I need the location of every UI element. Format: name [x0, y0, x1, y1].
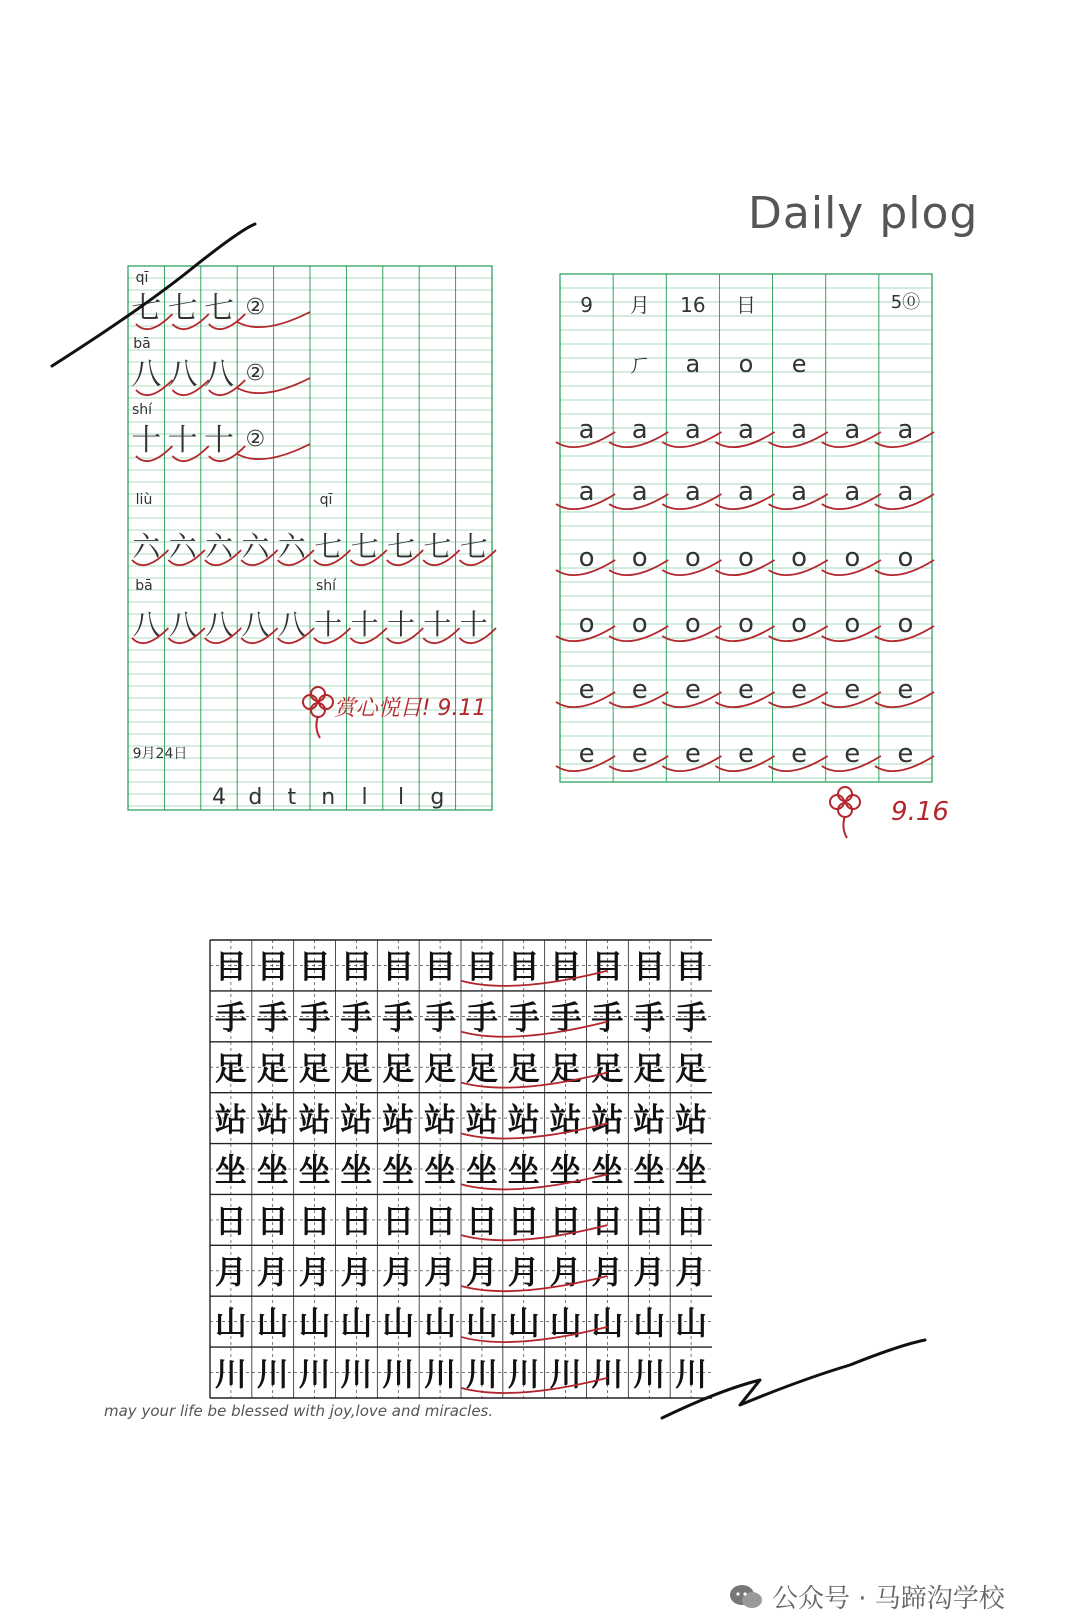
- letter-char: e: [684, 675, 701, 705]
- watermark-text: 公众号 · 马蹄沟学校: [772, 1584, 1005, 1614]
- hanzi-char: 七: [386, 530, 416, 563]
- hanzi-char: 目: [340, 947, 373, 986]
- letter-char: o: [738, 609, 754, 639]
- hanzi-char: 川: [382, 1354, 415, 1393]
- hanzi-char: 足: [424, 1049, 457, 1088]
- letter-char: o: [631, 609, 648, 639]
- hanzi-char: 十: [350, 608, 379, 641]
- hanzi-char: 山: [507, 1303, 540, 1342]
- hanzi-char: 月: [591, 1252, 624, 1291]
- hanzi-char: 山: [340, 1303, 373, 1342]
- letter-char: e: [844, 739, 861, 769]
- hanzi-char: 站: [633, 1100, 666, 1139]
- hanzi-char: 川: [424, 1354, 457, 1393]
- hanzi-char: 十: [167, 423, 198, 458]
- hanzi-char: 山: [633, 1303, 666, 1342]
- letter-char: e: [791, 739, 808, 769]
- hanzi-char: 七: [459, 530, 488, 563]
- hanzi-char: 七: [131, 291, 162, 326]
- hanzi-char: 六: [132, 530, 161, 563]
- hanzi-char: 六: [204, 530, 234, 563]
- letter-char: a: [791, 415, 808, 445]
- hanzi-char: 月: [214, 1252, 247, 1291]
- letter-char: d: [248, 785, 263, 810]
- letter-char: a: [897, 415, 914, 445]
- hanzi-char: 川: [507, 1354, 540, 1393]
- letter-char: e: [844, 675, 861, 705]
- hanzi-char: 川: [591, 1354, 624, 1393]
- letter-char: e: [791, 675, 808, 705]
- pinyin-label: qī: [319, 492, 333, 508]
- hanzi-char: 手: [507, 998, 540, 1037]
- hanzi-char: 手: [424, 998, 457, 1037]
- hanzi-char: 十: [204, 423, 234, 458]
- hanzi-char: 坐: [507, 1151, 540, 1190]
- hanzi-char: 手: [633, 998, 666, 1037]
- hanzi-char: 足: [675, 1049, 708, 1088]
- hanzi-char: 六: [277, 530, 306, 563]
- hanzi-char: 日: [256, 1202, 289, 1241]
- pinyin-label: bā: [135, 578, 153, 594]
- hanzi-char: 山: [256, 1303, 289, 1342]
- hanzi-char: 山: [424, 1303, 457, 1342]
- hanzi-char: 川: [633, 1354, 666, 1393]
- hanzi-char: 足: [214, 1049, 247, 1088]
- hanzi-char: 八: [131, 357, 162, 392]
- hanzi-char: 十: [386, 608, 416, 641]
- letter-char: a: [844, 415, 861, 445]
- letter-char: e: [684, 739, 701, 769]
- hanzi-char: 足: [256, 1049, 289, 1088]
- hanzi-char: 日: [424, 1202, 457, 1241]
- hanzi-char: 日: [591, 1202, 624, 1241]
- hanzi-char: 八: [204, 608, 234, 641]
- hanzi-char: 七: [314, 530, 343, 563]
- letter-char: a: [897, 477, 914, 507]
- letter-char: o: [684, 543, 701, 573]
- hanzi-char: 日: [340, 1202, 373, 1241]
- letter-char: o: [844, 609, 861, 639]
- hanzi-char: 足: [340, 1049, 373, 1088]
- hanzi-char: 站: [340, 1100, 373, 1139]
- hanzi-char: 月: [507, 1252, 540, 1291]
- hanzi-char: 手: [298, 998, 331, 1037]
- pinyin-label: shí: [131, 402, 153, 418]
- pinyin-label: shí: [315, 578, 337, 594]
- hanzi-char: 十: [131, 423, 162, 458]
- hanzi-char: 八: [168, 608, 197, 641]
- hanzi-char: 站: [424, 1100, 457, 1139]
- hanzi-char: 日: [465, 1202, 498, 1241]
- hanzi-char: 日: [298, 1202, 331, 1241]
- hanzi-char: 山: [465, 1303, 498, 1342]
- hanzi-char: 川: [298, 1354, 331, 1393]
- letter-char: g: [430, 785, 445, 810]
- hanzi-char: 八: [132, 608, 161, 641]
- hanzi-char: 坐: [633, 1151, 666, 1190]
- letter-char: e: [631, 739, 648, 769]
- hanzi-char: 山: [549, 1303, 582, 1342]
- hanzi-char: 月: [549, 1252, 582, 1291]
- letter-char: n: [321, 785, 336, 810]
- hanzi-char: 目: [675, 947, 708, 986]
- hanzi-char: 足: [465, 1049, 498, 1088]
- hanzi-char: 川: [465, 1354, 498, 1393]
- intro-char: ㄏ: [627, 350, 652, 378]
- letter-char: a: [791, 477, 808, 507]
- letter-char: o: [897, 543, 914, 573]
- hanzi-char: 坐: [675, 1151, 708, 1190]
- hanzi-char: 川: [256, 1354, 289, 1393]
- letter-char: l: [397, 785, 405, 810]
- hanzi-char: 山: [382, 1303, 415, 1342]
- hanzi-char: 手: [256, 998, 289, 1037]
- letter-char: o: [684, 609, 701, 639]
- hanzi-char: 六: [241, 530, 270, 563]
- intro-char: e: [791, 350, 807, 378]
- letter-char: o: [578, 543, 595, 573]
- count-mark: ②: [245, 361, 266, 386]
- hanzi-char: 站: [507, 1100, 540, 1139]
- hanzi-char: 山: [298, 1303, 331, 1342]
- hanzi-char: 站: [591, 1100, 624, 1139]
- hanzi-char: 足: [549, 1049, 582, 1088]
- letter-char: e: [631, 675, 648, 705]
- letter-char: a: [578, 477, 595, 507]
- hanzi-char: 站: [549, 1100, 582, 1139]
- hanzi-char: 手: [549, 998, 582, 1037]
- hanzi-char: 十: [423, 608, 452, 641]
- date-mark: 9.16: [891, 797, 949, 827]
- hanzi-char: 足: [633, 1049, 666, 1088]
- hanzi-char: 七: [350, 530, 379, 563]
- letter-char: a: [738, 477, 754, 507]
- hanzi-char: 手: [591, 998, 624, 1037]
- hanzi-char: 目: [507, 947, 540, 986]
- hanzi-char: 坐: [382, 1151, 415, 1190]
- hanzi-char: 坐: [298, 1151, 331, 1190]
- hanzi-char: 月: [675, 1252, 708, 1291]
- hanzi-char: 山: [591, 1303, 624, 1342]
- hanzi-char: 手: [465, 998, 498, 1037]
- hanzi-char: 八: [167, 357, 198, 392]
- hanzi-char: 月: [424, 1252, 457, 1291]
- hanzi-char: 月: [298, 1252, 331, 1291]
- hanzi-char: 月: [382, 1252, 415, 1291]
- hanzi-char: 日: [507, 1202, 540, 1241]
- hanzi-char: 站: [382, 1100, 415, 1139]
- header-char: 16: [680, 293, 706, 317]
- letter-char: o: [738, 543, 754, 573]
- hanzi-char: 坐: [256, 1151, 289, 1190]
- letter-char: t: [287, 785, 297, 810]
- hanzi-char: 目: [256, 947, 289, 986]
- hanzi-char: 目: [633, 947, 666, 986]
- pinyin-label: bā: [133, 336, 151, 352]
- letter-char: e: [738, 739, 754, 769]
- hanzi-char: 手: [214, 998, 247, 1037]
- hanzi-char: 山: [675, 1303, 708, 1342]
- hanzi-char: 坐: [465, 1151, 498, 1190]
- letter-char: a: [578, 415, 595, 445]
- wechat-bubble-icon: [728, 1583, 764, 1611]
- hanzi-char: 八: [241, 608, 270, 641]
- hanzi-char: 月: [256, 1252, 289, 1291]
- hanzi-char: 月: [633, 1252, 666, 1291]
- letter-char: o: [578, 609, 595, 639]
- hanzi-char: 川: [340, 1354, 373, 1393]
- hanzi-char: 站: [298, 1100, 331, 1139]
- hanzi-char: 坐: [591, 1151, 624, 1190]
- hanzi-char: 目: [549, 947, 582, 986]
- letter-char: e: [738, 675, 754, 705]
- count-mark: ②: [245, 427, 266, 452]
- hanzi-char: 日: [214, 1202, 247, 1241]
- hanzi-char: 八: [204, 357, 234, 392]
- hanzi-char: 目: [382, 947, 415, 986]
- hanzi-char: 站: [675, 1100, 708, 1139]
- caption: may your life be blessed with joy,love and miracles.: [104, 1402, 494, 1420]
- hanzi-char: 目: [214, 947, 247, 986]
- hanzi-char: 坐: [424, 1151, 457, 1190]
- letter-char: o: [844, 543, 861, 573]
- header-char: 日: [736, 293, 756, 317]
- hanzi-char: 川: [549, 1354, 582, 1393]
- hanzi-char: 十: [314, 608, 343, 641]
- hanzi-char: 足: [591, 1049, 624, 1088]
- letter-char: e: [897, 675, 914, 705]
- hanzi-char: 站: [465, 1100, 498, 1139]
- score-mark: 5⓪: [890, 292, 921, 313]
- hanzi-char: 目: [465, 947, 498, 986]
- header-char: 9: [580, 293, 593, 317]
- hanzi-char: 坐: [549, 1151, 582, 1190]
- letter-char: a: [684, 477, 701, 507]
- letter-char: e: [897, 739, 914, 769]
- hanzi-char: 日: [382, 1202, 415, 1241]
- hanzi-char: 川: [214, 1354, 247, 1393]
- hanzi-char: 日: [675, 1202, 708, 1241]
- hanzi-char: 足: [382, 1049, 415, 1088]
- letter-char: a: [738, 415, 754, 445]
- letter-char: o: [791, 543, 808, 573]
- date-label: 9月24日: [132, 746, 188, 762]
- letter-char: a: [684, 415, 701, 445]
- hanzi-char: 日: [633, 1202, 666, 1241]
- hanzi-char: 坐: [214, 1151, 247, 1190]
- letter-char: o: [791, 609, 808, 639]
- letter-char: a: [631, 477, 648, 507]
- hanzi-char: 坐: [340, 1151, 373, 1190]
- letter-char: a: [631, 415, 648, 445]
- hanzi-char: 山: [214, 1303, 247, 1342]
- hanzi-char: 足: [507, 1049, 540, 1088]
- hanzi-char: 七: [423, 530, 452, 563]
- hanzi-char: 七: [204, 291, 234, 326]
- hanzi-char: 十: [459, 608, 488, 641]
- hanzi-char: 川: [675, 1354, 708, 1393]
- intro-char: a: [685, 350, 701, 378]
- hanzi-char: 月: [465, 1252, 498, 1291]
- letter-char: o: [897, 609, 914, 639]
- intro-char: o: [738, 350, 754, 378]
- pinyin-label: liù: [135, 492, 153, 508]
- header-char: 月: [629, 293, 650, 317]
- letter-char: a: [844, 477, 861, 507]
- hanzi-char: 站: [256, 1100, 289, 1139]
- letter-char: l: [361, 785, 368, 810]
- letter-char: e: [578, 675, 595, 705]
- letter-char: 4: [212, 785, 226, 810]
- hanzi-char: 七: [167, 291, 198, 326]
- hanzi-char: 手: [382, 998, 415, 1037]
- hanzi-char: 月: [340, 1252, 373, 1291]
- teacher-comment: 赏心悦目! 9.11: [333, 696, 487, 721]
- watermark: [728, 1578, 1005, 1615]
- page-title: Daily plog: [748, 188, 979, 239]
- hanzi-char: 目: [424, 947, 457, 986]
- hanzi-char: 八: [277, 608, 306, 641]
- hanzi-char: 足: [298, 1049, 331, 1088]
- hanzi-char: 目: [298, 947, 331, 986]
- hanzi-char: 日: [549, 1202, 582, 1241]
- letter-char: o: [631, 543, 648, 573]
- pinyin-label: qī: [135, 270, 149, 286]
- hanzi-char: 目: [591, 947, 624, 986]
- hanzi-char: 手: [675, 998, 708, 1037]
- letter-char: e: [578, 739, 595, 769]
- hanzi-char: 手: [340, 998, 373, 1037]
- hanzi-char: 站: [214, 1100, 247, 1139]
- count-mark: ②: [245, 295, 266, 320]
- hanzi-char: 六: [168, 530, 197, 563]
